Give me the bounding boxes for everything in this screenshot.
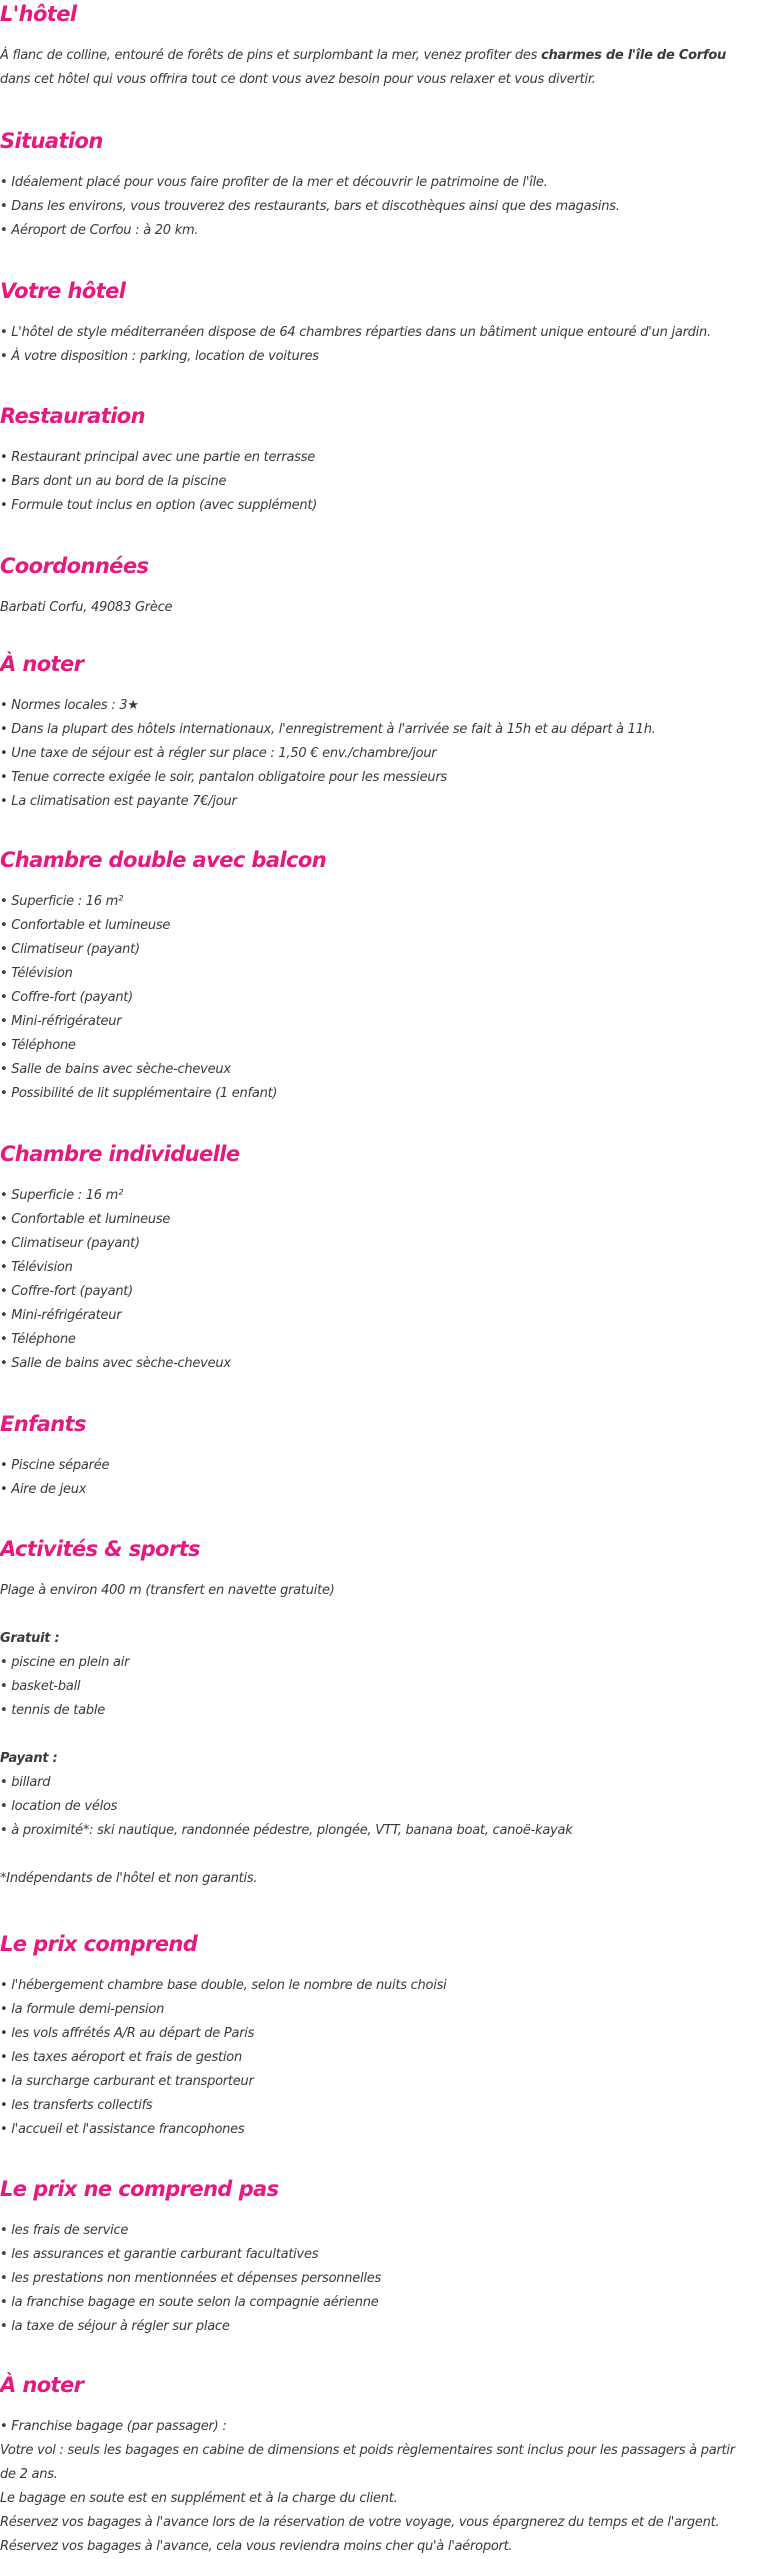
section-coordonnees (0, 552, 758, 620)
list-item: • basket-ball (0, 1679, 81, 1694)
section-title-hotel: L'hôtel (0, 2, 77, 26)
list-item: • Télévision (0, 1260, 73, 1275)
list-item: • Mini-réfrigérateur (0, 1014, 122, 1029)
section-title-votre-hotel: Votre hôtel (0, 279, 126, 303)
section-title-prix-comprend: Le prix comprend (0, 1932, 198, 1956)
list-item: • Mini-réfrigérateur (0, 1308, 122, 1323)
list-item: • la taxe de séjour à régler sur place (0, 2319, 230, 2334)
section-title-a-noter-2: À noter (0, 2373, 84, 2397)
list-item: • Tenue correcte exigée le soir, pantalon obligatoire pour les messieurs (0, 770, 447, 785)
hotel-intro-part1: À flanc de colline, entouré de forêts de pins et surplombant la mer, venez profiter des (0, 48, 542, 63)
list-item: • la surcharge carburant et transporteur (0, 2074, 254, 2089)
section-situation (0, 127, 758, 243)
list-item: • Idéalement placé pour vous faire profiter de la mer et découvrir le patrimoine de l'île. (0, 175, 548, 190)
list-item: • la formule demi-pension (0, 2002, 165, 2017)
address: Barbati Corfu, 49083 Grèce (0, 600, 173, 615)
section-title-prix-ne-comprend-pas: Le prix ne comprend pas (0, 2177, 279, 2201)
list-item: • Possibilité de lit supplémentaire (1 enfant) (0, 1086, 278, 1101)
list-item: • Coffre-fort (payant) (0, 990, 133, 1005)
baggage-note: Réservez vos bagages à l'avance lors de la réservation de votre voyage, vous épargnerez du temps et de l'argent. (0, 2515, 720, 2530)
list-item: • Salle de bains avec sèche-cheveux (0, 1356, 231, 1371)
list-item: • l'hébergement chambre base double, selon le nombre de nuits choisi (0, 1978, 447, 1993)
section-chambre-double (0, 846, 758, 1106)
list-item: • la franchise bagage en soute selon la compagnie aérienne (0, 2295, 379, 2310)
baggage-note: Réservez vos bagages à l'avance, cela vous reviendra moins cher qu'à l'aéroport. (0, 2539, 513, 2554)
list-item: • Superficie : 16 m² (0, 1188, 124, 1203)
activites-intro: Plage à environ 400 m (transfert en navette gratuite) (0, 1583, 335, 1598)
section-title-coordonnees: Coordonnées (0, 554, 149, 578)
section-activites (0, 1535, 758, 1891)
section-title-situation: Situation (0, 129, 103, 153)
list-item: • Bars dont un au bord de la piscine (0, 474, 227, 489)
section-votre-hotel (0, 277, 758, 369)
list-item: • billard (0, 1775, 51, 1790)
list-item: • Climatiseur (payant) (0, 1236, 140, 1251)
activites-footnote: *Indépendants de l'hôtel et non garantis. (0, 1871, 258, 1886)
list-item: • les assurances et garantie carburant facultatives (0, 2247, 319, 2262)
baggage-note: Le bagage en soute est en supplément et à la charge du client. (0, 2491, 398, 2506)
list-item: • Superficie : 16 m² (0, 894, 124, 909)
baggage-note: Votre vol : seuls les bagages en cabine de dimensions et poids règlementaires sont inclus pour les passagers à partir de 2 ans. (0, 2443, 735, 2482)
list-item: • Téléphone (0, 1038, 76, 1053)
section-hotel (0, 0, 758, 92)
section-enfants (0, 1410, 758, 1502)
list-item: • Formule tout inclus en option (avec supplément) (0, 498, 318, 513)
list-item: • Une taxe de séjour est à régler sur place : 1,50 € env./chambre/jour (0, 746, 437, 761)
list-item: • La climatisation est payante 7€/jour (0, 794, 237, 809)
list-item: • Confortable et lumineuse (0, 918, 171, 933)
list-item: • location de vélos (0, 1799, 118, 1814)
hotel-intro-part2: dans cet hôtel qui vous offrira tout ce dont vous avez besoin pour vous relaxer et vous divertir. (0, 72, 596, 87)
list-item: • À votre disposition : parking, location de voitures (0, 349, 319, 364)
list-item: • Télévision (0, 966, 73, 981)
section-title-chambre-double: Chambre double avec balcon (0, 848, 327, 872)
section-prix-comprend (0, 1930, 758, 2142)
list-item: • piscine en plein air (0, 1655, 130, 1670)
list-item: • Téléphone (0, 1332, 76, 1347)
list-item: • Coffre-fort (payant) (0, 1284, 133, 1299)
section-title-restauration: Restauration (0, 404, 145, 428)
section-title-activites: Activités & sports (0, 1537, 200, 1561)
list-item: • Dans la plupart des hôtels internationaux, l'enregistrement à l'arrivée se fait à 15h et au départ à 11h. (0, 722, 656, 737)
section-title-a-noter-1: À noter (0, 652, 84, 676)
list-item: • Confortable et lumineuse (0, 1212, 171, 1227)
list-item: • Salle de bains avec sèche-cheveux (0, 1062, 231, 1077)
section-a-noter-2 (0, 2371, 758, 2559)
list-item: • les prestations non mentionnées et dépenses personnelles (0, 2271, 381, 2286)
hotel-intro-strong: charmes de l'île de Corfou (541, 48, 727, 63)
list-item: • Aire de jeux (0, 1482, 87, 1497)
section-restauration (0, 402, 758, 518)
list-item: • Restaurant principal avec une partie en terrasse (0, 450, 315, 465)
section-title-chambre-individuelle: Chambre individuelle (0, 1142, 240, 1166)
list-item: • les transferts collectifs (0, 2098, 153, 2113)
list-item: • Climatiseur (payant) (0, 942, 140, 957)
list-item: • les vols affrétés A/R au départ de Paris (0, 2026, 255, 2041)
list-item: • l'accueil et l'assistance francophones (0, 2122, 245, 2137)
list-item: • Piscine séparée (0, 1458, 110, 1473)
section-chambre-individuelle (0, 1140, 758, 1376)
list-item: • Dans les environs, vous trouverez des restaurants, bars et discothèques ainsi que des magasins. (0, 199, 620, 214)
list-item: • Normes locales : 3★ (0, 698, 139, 713)
payant-label: Payant : (0, 1751, 58, 1766)
list-item: • les taxes aéroport et frais de gestion (0, 2050, 242, 2065)
gratuit-label: Gratuit : (0, 1631, 60, 1646)
list-item: • Franchise bagage (par passager) : (0, 2419, 227, 2434)
list-item: • Aéroport de Corfou : à 20 km. (0, 223, 199, 238)
section-prix-ne-comprend-pas (0, 2175, 758, 2339)
section-title-enfants: Enfants (0, 1412, 86, 1436)
list-item: • L'hôtel de style méditerranéen dispose de 64 chambres réparties dans un bâtiment unique entouré d'un jardin. (0, 325, 711, 340)
list-item: • à proximité*: ski nautique, randonnée pédestre, plongée, VTT, banana boat, canoë-kayak (0, 1823, 573, 1838)
section-a-noter-1 (0, 650, 758, 814)
list-item: • tennis de table (0, 1703, 105, 1718)
hotel-intro (0, 44, 752, 92)
list-item: • les frais de service (0, 2223, 129, 2238)
